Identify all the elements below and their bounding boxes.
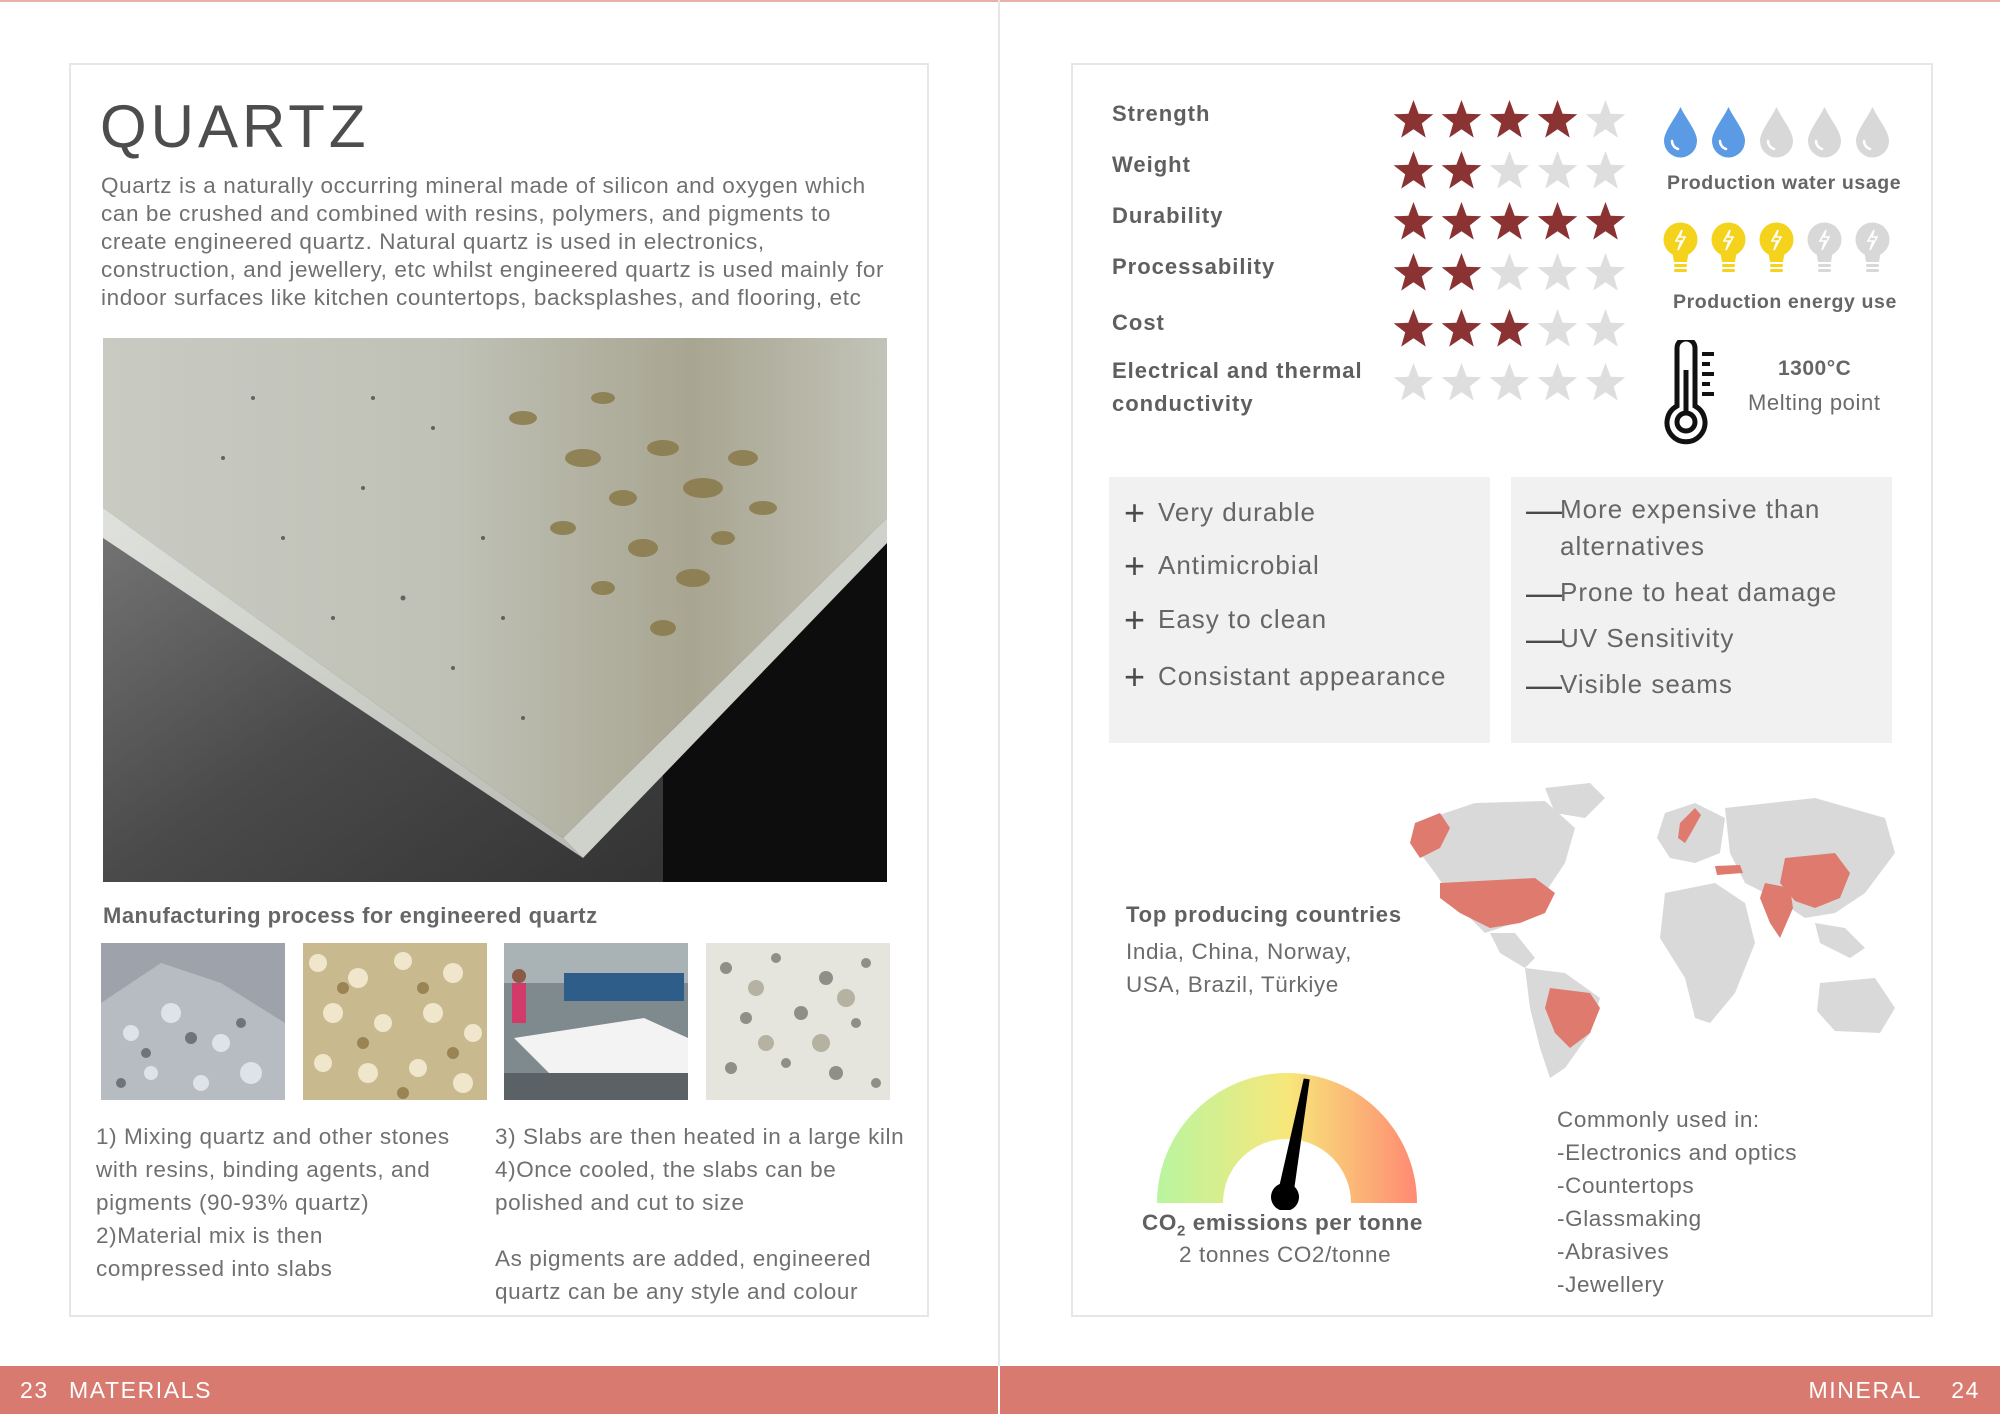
co2-title — [1142, 1210, 1423, 1240]
plus-icon: + — [1124, 599, 1147, 640]
lightbulb-icon — [1854, 222, 1891, 278]
top-producing-list — [1126, 935, 1406, 1001]
water-drop-icon — [1854, 105, 1891, 160]
rating-label-weight: Weight — [1112, 152, 1191, 177]
co2-gauge — [1153, 1065, 1421, 1210]
energy-use-meter — [1662, 222, 1891, 278]
pros-box — [1109, 477, 1490, 743]
minus-icon: — — [1526, 489, 1563, 530]
star-empty-icon — [1584, 98, 1627, 141]
pro-item — [1124, 494, 1316, 531]
star-empty-icon — [1488, 361, 1531, 404]
star-empty-icon — [1536, 149, 1579, 192]
page-spine — [998, 0, 1000, 1366]
uses-item: -Electronics and optics — [1557, 1140, 1798, 1165]
map-region-usa — [1440, 878, 1555, 928]
star-rating-conductivity — [1392, 361, 1627, 404]
pro-item — [1124, 601, 1327, 638]
pro-text: Antimicrobial — [1158, 550, 1320, 580]
process-steps-3-4 — [495, 1120, 925, 1219]
star-rating-processability — [1392, 251, 1627, 294]
map-region-southeast-asia — [1815, 923, 1865, 958]
pro-text: Very durable — [1158, 497, 1316, 527]
con-item — [1526, 491, 1820, 565]
step-line: 4)Once cooled, the slabs can be — [495, 1157, 837, 1182]
footer-right — [1000, 1366, 2000, 1414]
star-filled-icon — [1392, 251, 1435, 294]
star-filled-icon — [1440, 251, 1483, 294]
step-line: 2)Material mix is then — [96, 1223, 324, 1248]
star-rating-cost — [1392, 307, 1627, 350]
mixed-stone-photo — [303, 943, 487, 1100]
water-drop-icon — [1710, 105, 1747, 160]
footer-left — [0, 1366, 998, 1414]
crushed-stone-photo — [101, 943, 285, 1100]
step-line: 1) Mixing quartz and other stones — [96, 1124, 450, 1149]
section-label-left: MATERIALS — [69, 1377, 213, 1403]
star-empty-icon — [1536, 307, 1579, 350]
step-line: pigments (90-93% quartz) — [96, 1190, 370, 1215]
rating-label-processability: Processability — [1112, 254, 1276, 279]
water-drop-icon — [1806, 105, 1843, 160]
con-item — [1526, 574, 1837, 611]
star-filled-icon — [1392, 149, 1435, 192]
energy-use-caption: Production energy use — [1673, 291, 1897, 313]
cons-box — [1511, 477, 1892, 743]
pro-item — [1124, 547, 1320, 584]
rating-label-cost: Cost — [1112, 310, 1165, 335]
map-region-africa — [1660, 883, 1755, 1023]
con-text: Prone to heat damage — [1560, 577, 1838, 607]
co2-title-prefix: CO — [1142, 1210, 1177, 1235]
minus-icon: — — [1526, 664, 1563, 705]
lightbulb-icon — [1662, 222, 1699, 278]
melting-point-value: 1300°C — [1778, 357, 1852, 380]
minus-icon: — — [1526, 618, 1563, 659]
star-empty-icon — [1488, 251, 1531, 294]
star-filled-icon — [1488, 98, 1531, 141]
map-region-australia — [1817, 978, 1895, 1033]
star-empty-icon — [1584, 307, 1627, 350]
page-title: QUARTZ — [100, 93, 370, 160]
top-rule — [0, 0, 2000, 2]
star-filled-icon — [1536, 200, 1579, 243]
star-rating-weight — [1392, 149, 1627, 192]
rating-label-line: Electrical and thermal — [1112, 358, 1363, 383]
con-line: More expensive than — [1560, 494, 1821, 524]
intro-line: construction, and jewellery, etc whilst engineered quartz is used mainly for — [101, 257, 885, 282]
step-line: compressed into slabs — [96, 1256, 333, 1281]
uses-title: Commonly used in: — [1557, 1107, 1760, 1132]
map-region-turkey — [1715, 865, 1743, 875]
step-line: with resins, binding agents, and — [96, 1157, 431, 1182]
map-region-india — [1760, 883, 1793, 938]
co2-title-suffix: emissions per tonne — [1185, 1210, 1423, 1235]
con-text — [1560, 491, 1820, 565]
star-empty-icon — [1584, 251, 1627, 294]
lightbulb-icon — [1758, 222, 1795, 278]
intro-line: indoor surfaces like kitchen countertops, backsplashes, and flooring, etc — [101, 285, 862, 310]
plus-icon: + — [1124, 656, 1147, 697]
page-number-right: 24 — [1951, 1377, 1980, 1403]
plus-icon: + — [1124, 492, 1147, 533]
star-rating-durability — [1392, 200, 1627, 243]
star-empty-icon — [1584, 361, 1627, 404]
co2-title-subscript: 2 — [1176, 1222, 1186, 1240]
section-label-right: MINERAL — [1808, 1377, 1922, 1403]
lightbulb-icon — [1710, 222, 1747, 278]
page-number-left: 23 — [20, 1377, 49, 1403]
pro-item — [1124, 658, 1446, 695]
melting-point-label: Melting point — [1748, 390, 1881, 415]
star-filled-icon — [1392, 307, 1435, 350]
pigment-note — [495, 1242, 925, 1308]
star-filled-icon — [1536, 98, 1579, 141]
thermometer-icon — [1660, 340, 1720, 450]
rating-label-durability: Durability — [1112, 203, 1224, 228]
star-empty-icon — [1584, 149, 1627, 192]
intro-line: create engineered quartz. Natural quartz is used in electronics, — [101, 229, 765, 254]
star-filled-icon — [1392, 98, 1435, 141]
star-empty-icon — [1488, 149, 1531, 192]
step-line: 3) Slabs are then heated in a large kiln — [495, 1124, 905, 1149]
water-drop-icon — [1662, 105, 1699, 160]
con-item — [1526, 620, 1734, 657]
star-filled-icon — [1440, 307, 1483, 350]
star-empty-icon — [1392, 361, 1435, 404]
con-text: UV Sensitivity — [1560, 623, 1735, 653]
star-empty-icon — [1440, 361, 1483, 404]
star-filled-icon — [1488, 200, 1531, 243]
star-filled-icon — [1488, 307, 1531, 350]
water-usage-caption: Production water usage — [1667, 172, 1902, 194]
manufacturing-title: Manufacturing process for engineered quartz — [103, 903, 598, 928]
co2-value: 2 tonnes CO2/tonne — [1179, 1242, 1392, 1267]
step-line: polished and cut to size — [495, 1190, 745, 1215]
lightbulb-icon — [1806, 222, 1843, 278]
star-filled-icon — [1392, 200, 1435, 243]
uses-item: -Glassmaking — [1557, 1206, 1702, 1231]
world-map — [1395, 783, 1905, 1083]
note-line: quartz can be any style and colour — [495, 1279, 859, 1304]
top-producing-title: Top producing countries — [1126, 902, 1402, 927]
intro-line: can be crushed and combined with resins, polymers, and pigments to — [101, 201, 831, 226]
minus-icon: — — [1526, 572, 1563, 613]
star-filled-icon — [1440, 200, 1483, 243]
rating-label-conductivity — [1112, 354, 1363, 420]
rating-label-line: conductivity — [1112, 391, 1254, 416]
map-region-central-america — [1490, 933, 1535, 968]
uses-item: -Countertops — [1557, 1173, 1695, 1198]
star-empty-icon — [1536, 251, 1579, 294]
finished-quartz-photo — [706, 943, 890, 1100]
process-steps-1-2 — [96, 1120, 476, 1285]
quartz-countertop-photo — [103, 338, 887, 882]
uses-item: -Jewellery — [1557, 1272, 1665, 1297]
star-filled-icon — [1440, 149, 1483, 192]
top-producing-line: USA, Brazil, Türkiye — [1126, 972, 1339, 997]
water-drop-icon — [1758, 105, 1795, 160]
plus-icon: + — [1124, 545, 1147, 586]
star-filled-icon — [1584, 200, 1627, 243]
common-uses — [1557, 1103, 1857, 1301]
star-rating-strength — [1392, 98, 1627, 141]
con-text: Visible seams — [1560, 669, 1733, 699]
star-filled-icon — [1440, 98, 1483, 141]
note-line: As pigments are added, engineered — [495, 1246, 872, 1271]
star-empty-icon — [1536, 361, 1579, 404]
rating-label-strength: Strength — [1112, 101, 1211, 126]
pro-text: Easy to clean — [1158, 604, 1328, 634]
factory-slab-photo — [504, 943, 688, 1100]
con-item — [1526, 666, 1733, 703]
intro-line: Quartz is a naturally occurring mineral made of silicon and oxygen which — [101, 173, 866, 198]
intro-paragraph — [101, 172, 916, 312]
con-line: alternatives — [1560, 531, 1705, 561]
water-usage-meter — [1662, 105, 1891, 160]
uses-item: -Abrasives — [1557, 1239, 1670, 1264]
top-producing-line: India, China, Norway, — [1126, 939, 1353, 964]
pro-text: Consistant appearance — [1158, 661, 1447, 691]
